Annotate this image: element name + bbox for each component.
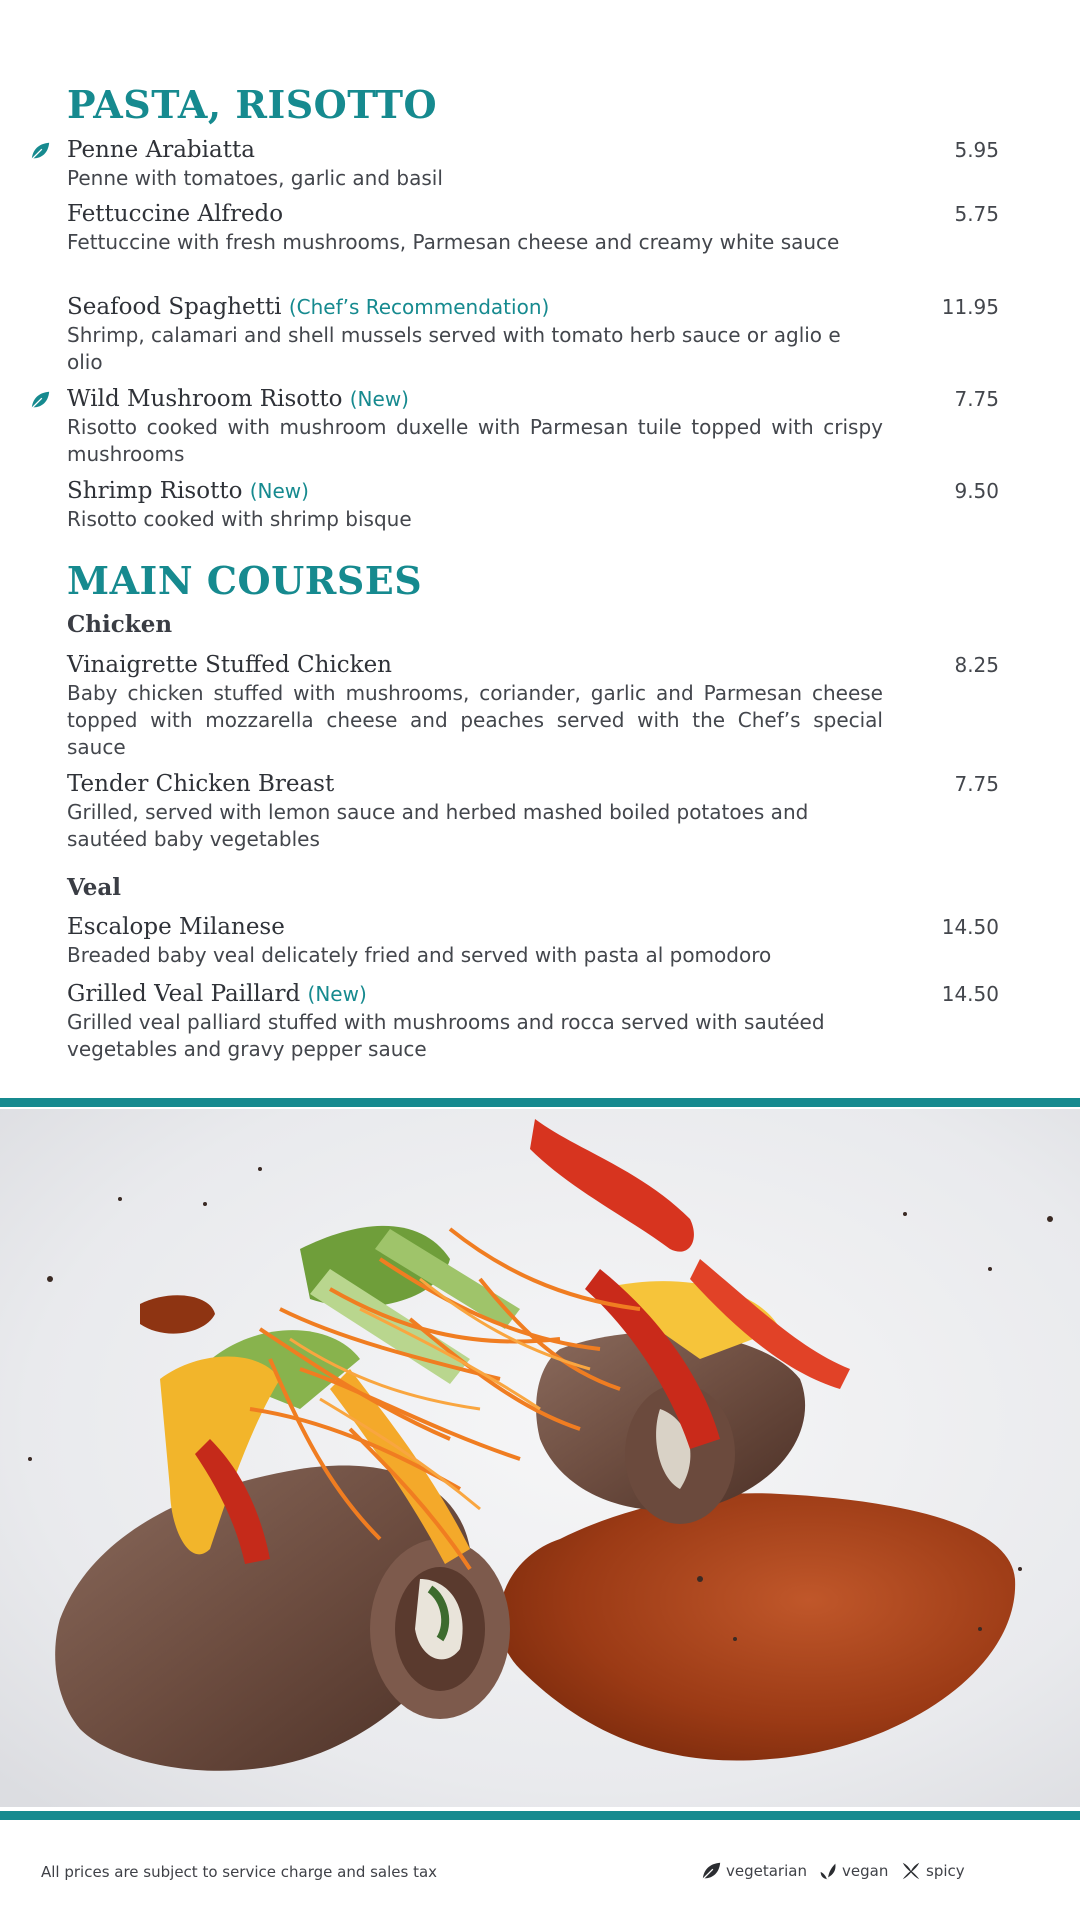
item-description: Grilled, served with lemon sauce and herbed mashed boiled potatoes and sautéed baby vegetables [67,800,809,851]
legend-vegan [818,1860,888,1882]
item-price: 8.25 [954,653,999,677]
item-name: Penne Arabiatta [67,137,255,163]
item-description: Penne with tomatoes, garlic and basil [67,166,443,190]
item-name: Grilled Veal Paillard (New) [67,981,367,1007]
item-tag: (New) [349,387,409,411]
section-title-pasta: PASTA, RISOTTO [67,82,438,127]
item-price: 11.95 [941,295,999,319]
item-price: 7.75 [954,772,999,796]
bottom-divider-band [0,1811,1080,1820]
item-description: Grilled veal palliard stuffed with mushrooms and rocca served with sautéed vegetables and gravy pepper sauce [67,1010,825,1061]
item-tag: (Chef’s Recommendation) [288,295,550,319]
item-name: Fettuccine Alfredo [67,201,284,227]
legend-label: spicy [926,1862,965,1880]
price-disclaimer: All prices are subject to service charge and sales tax [41,1863,438,1881]
item-name: Seafood Spaghetti (Chef’s Recommendation) [67,294,550,320]
subsection-title-chicken: Chicken [67,611,173,638]
item-price: 9.50 [954,479,999,503]
item-name: Escalope Milanese [67,914,285,940]
item-price: 5.95 [954,138,999,162]
item-name: Shrimp Risotto (New) [67,478,309,504]
sprout-icon [818,1860,838,1882]
menu-item [67,980,999,1063]
menu-item [67,385,999,468]
item-price: 7.75 [954,387,999,411]
item-description: Shrimp, calamari and shell mussels served with tomato herb sauce or aglio e olio [67,323,841,374]
item-price: 5.75 [954,202,999,226]
item-description: Risotto cooked with mushroom duxelle with Parmesan tuile topped with crispy mushrooms [67,415,883,466]
legend-label: vegan [842,1862,889,1880]
section-title-main-courses: MAIN COURSES [67,558,423,603]
subsection-title-veal: Veal [67,874,122,901]
leaf-icon [29,140,51,162]
menu-item [67,200,999,256]
item-description: Breaded baby veal delicately fried and served with pasta al pomodoro [67,943,772,967]
item-description: Baby chicken stuffed with mushrooms, coriander, garlic and Parmesan cheese topped with mozzarella cheese and peaches served with the Chef’s special sauce [67,681,883,759]
item-name: Tender Chicken Breast [67,771,335,797]
menu-item [67,913,999,969]
menu-item [67,136,999,192]
menu-item [67,770,999,853]
item-price: 14.50 [941,982,999,1006]
menu-item [67,293,999,376]
legend-spicy [900,1860,965,1882]
item-tag: (New) [307,982,367,1006]
legend-label: vegetarian [726,1862,807,1880]
item-description: Fettuccine with fresh mushrooms, Parmesan cheese and creamy white sauce [67,230,840,254]
menu-item [67,651,999,761]
item-tag: (New) [249,479,309,503]
food-photo [0,1109,1080,1807]
item-name: Wild Mushroom Risotto (New) [67,386,409,412]
chili-icon [900,1860,922,1882]
top-divider-band [0,1098,1080,1107]
item-price: 14.50 [941,915,999,939]
item-description: Risotto cooked with shrimp bisque [67,507,412,531]
menu-item [67,477,999,533]
leaf-icon [29,389,51,411]
item-name: Vinaigrette Stuffed Chicken [67,652,392,678]
legend-vegetarian [700,1860,807,1882]
leaf-icon [700,1860,722,1882]
